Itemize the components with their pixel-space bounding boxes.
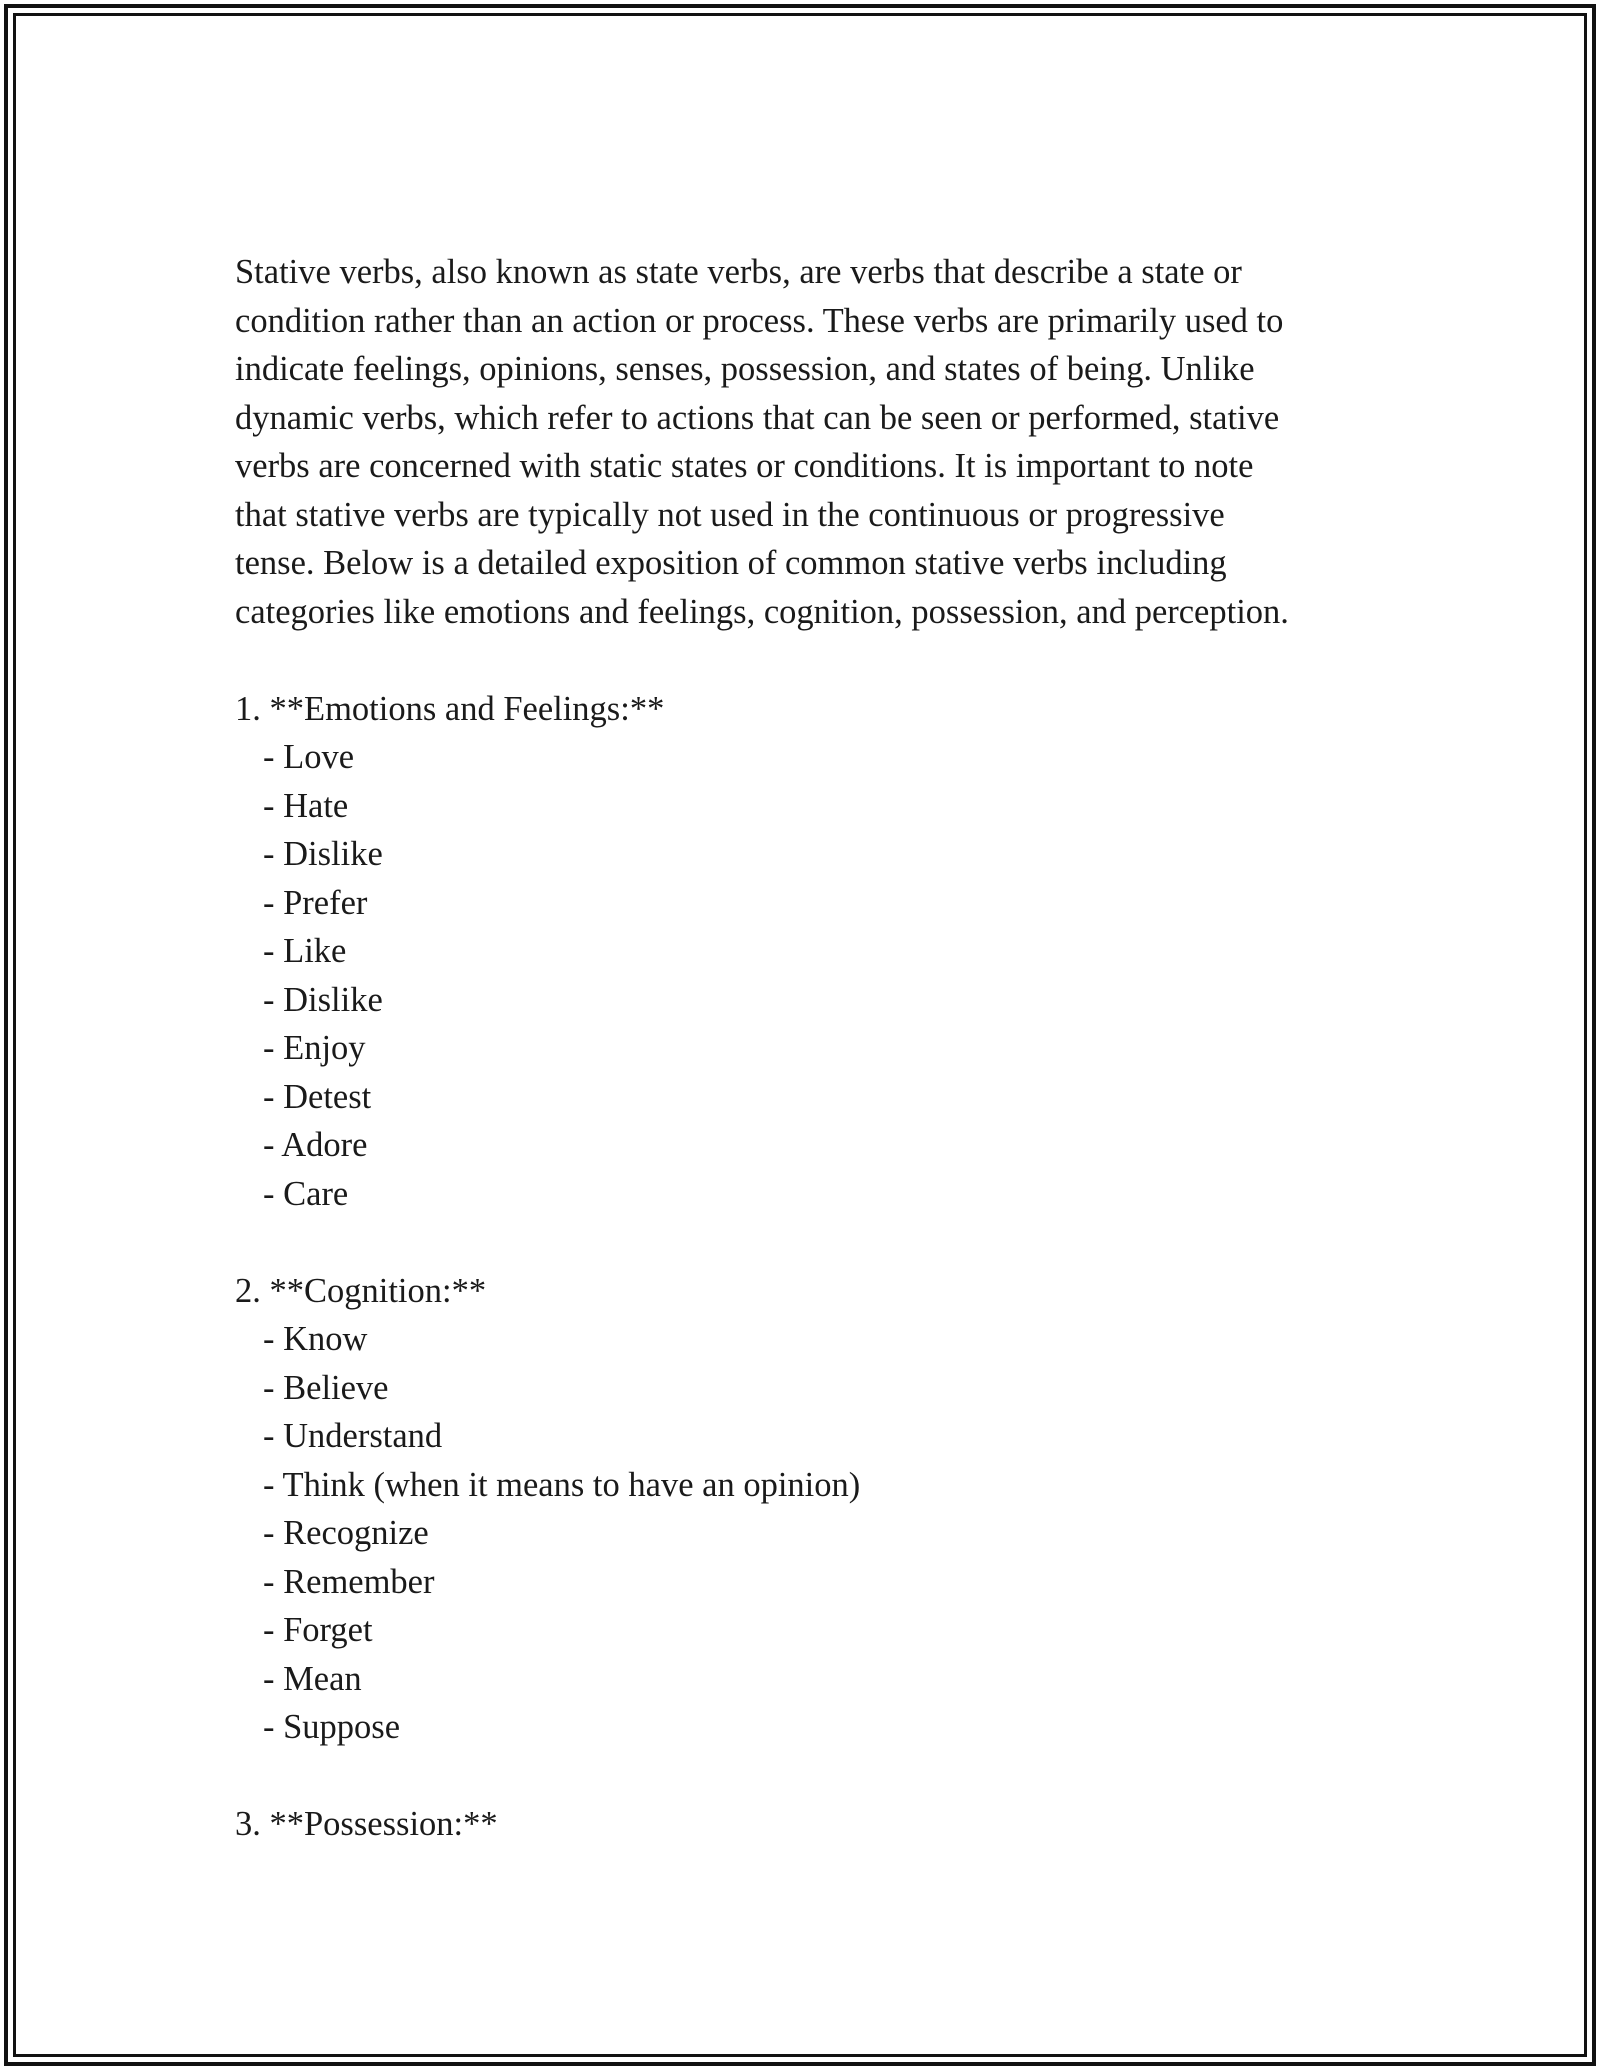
list-item: - Forget bbox=[263, 1611, 373, 1649]
intro-line: that stative verbs are typically not used in the continuous or progressive bbox=[235, 495, 1225, 534]
verb-list bbox=[235, 733, 1365, 1218]
list-item: - Recognize bbox=[263, 1514, 429, 1552]
list-item: - Prefer bbox=[263, 883, 368, 922]
section-heading: 3. **Possession:** bbox=[235, 1805, 498, 1843]
section-heading: 2. **Cognition:** bbox=[235, 1271, 487, 1310]
list-item: - Care bbox=[263, 1174, 349, 1213]
intro-line: indicate feelings, opinions, senses, possession, and states of being. Unlike bbox=[235, 350, 1255, 388]
intro-paragraph bbox=[235, 248, 1365, 636]
list-item: - Hate bbox=[263, 786, 349, 825]
section-possession bbox=[235, 1800, 1365, 1849]
document-body bbox=[235, 248, 1365, 1897]
list-item: - Enjoy bbox=[263, 1029, 366, 1067]
list-item: - Adore bbox=[263, 1126, 368, 1164]
section-cognition bbox=[235, 1267, 1365, 1752]
list-item: - Think (when it means to have an opinion) bbox=[263, 1465, 861, 1504]
list-item: - Believe bbox=[263, 1368, 389, 1407]
list-item: - Know bbox=[263, 1320, 368, 1358]
section-heading: 1. **Emotions and Feelings:** bbox=[235, 689, 665, 728]
intro-line: dynamic verbs, which refer to actions that can be seen or performed, stative bbox=[235, 398, 1280, 437]
list-item: - Detest bbox=[263, 1077, 372, 1116]
list-item: - Understand bbox=[263, 1417, 443, 1455]
list-item: - Suppose bbox=[263, 1708, 401, 1746]
intro-line: condition rather than an action or process. These verbs are primarily used to bbox=[235, 301, 1284, 340]
verb-list bbox=[235, 1315, 1365, 1752]
list-item: - Dislike bbox=[263, 835, 383, 873]
section-emotions-and-feelings bbox=[235, 685, 1365, 1219]
list-item: - Remember bbox=[263, 1562, 435, 1601]
intro-line: categories like emotions and feelings, cognition, possession, and perception. bbox=[235, 592, 1289, 631]
list-item: - Mean bbox=[263, 1659, 362, 1698]
list-item: - Dislike bbox=[263, 980, 383, 1019]
list-item: - Love bbox=[263, 738, 355, 776]
list-item: - Like bbox=[263, 932, 347, 970]
intro-line: tense. Below is a detailed exposition of common stative verbs including bbox=[235, 544, 1227, 582]
intro-line: Stative verbs, also known as state verbs, are verbs that describe a state or bbox=[235, 253, 1242, 291]
intro-line: verbs are concerned with static states or conditions. It is important to note bbox=[235, 447, 1254, 485]
